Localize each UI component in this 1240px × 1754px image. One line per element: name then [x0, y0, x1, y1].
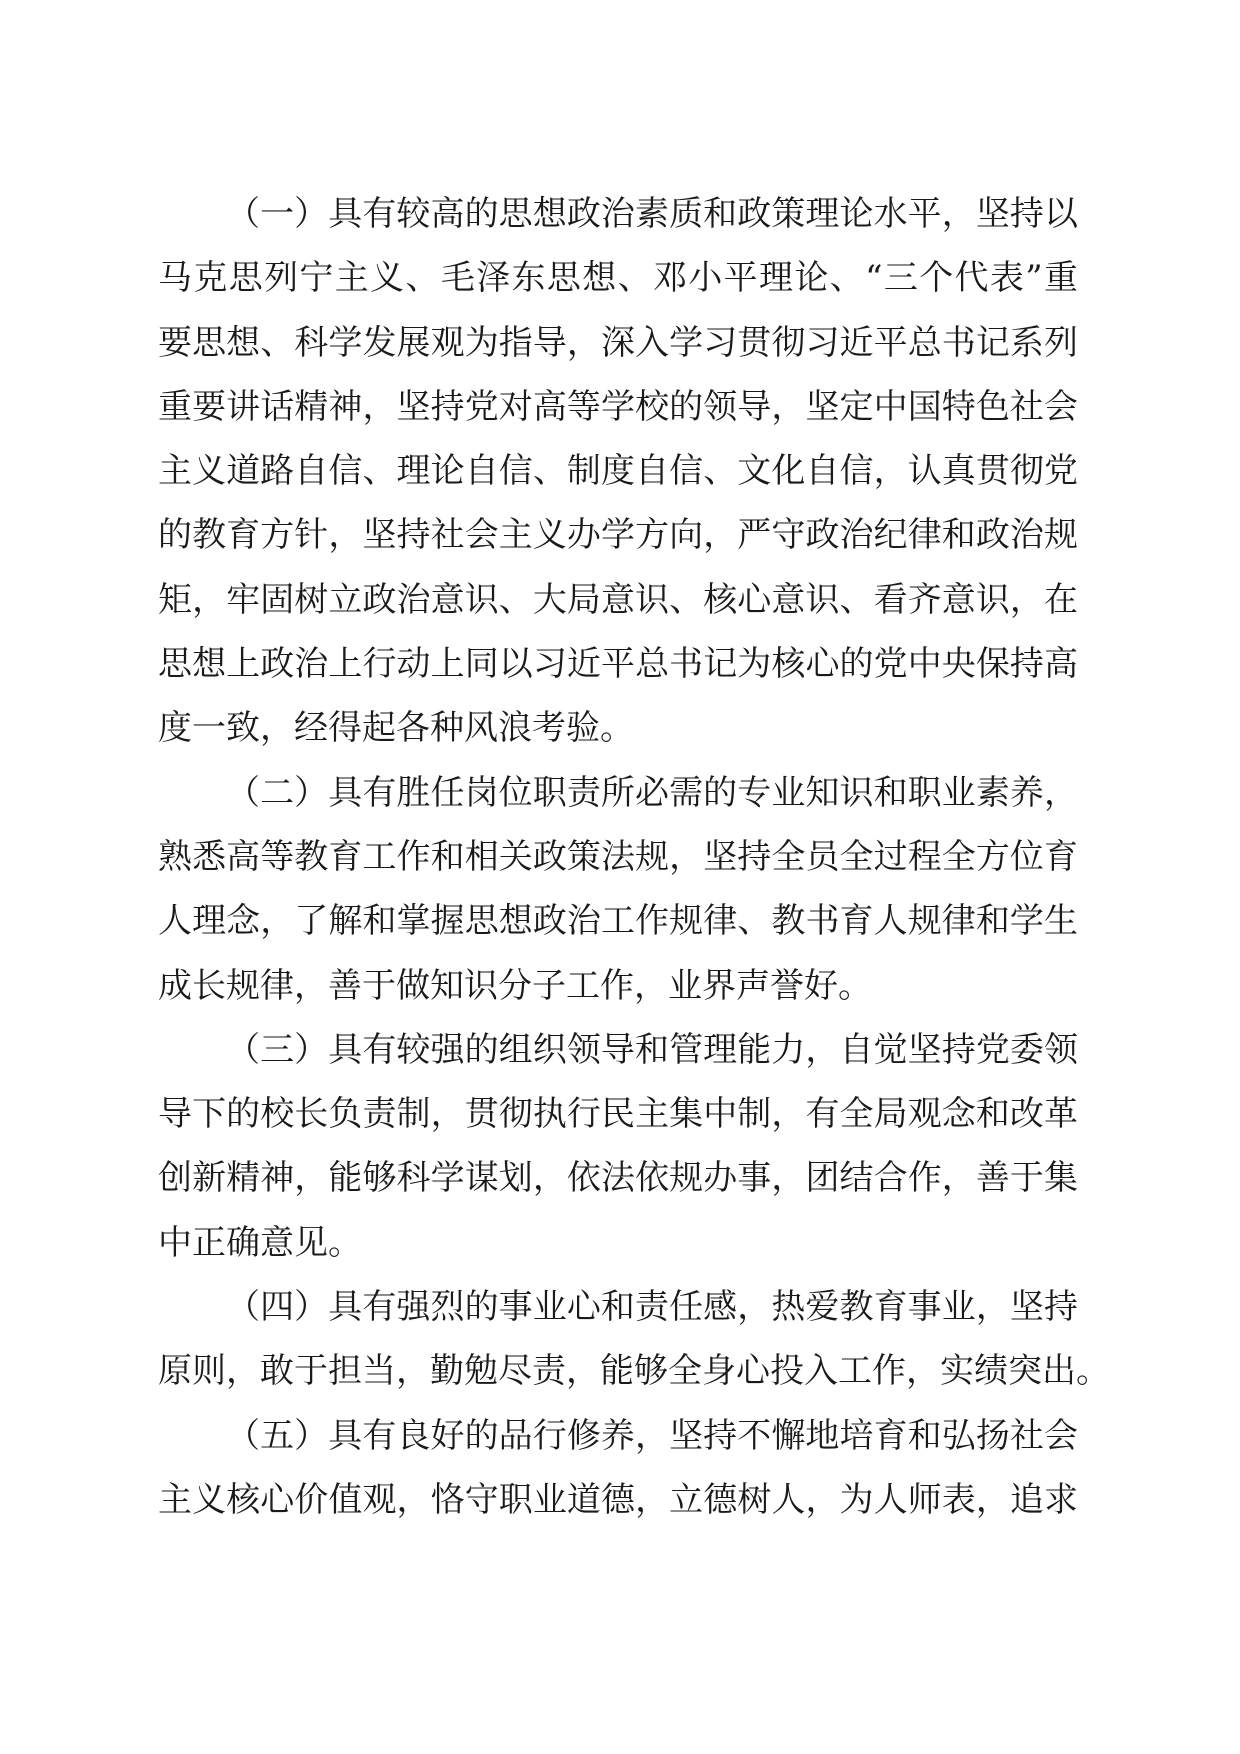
text-line: 思想上政治上行动上同以习近平总书记为核心的党中央保持高 — [158, 644, 1078, 685]
paragraph-1 — [158, 182, 1078, 761]
text-line: （五）具有良好的品行修养，坚持不懈地培育和弘扬社会 — [226, 1415, 1078, 1456]
text-line: 中正确意见。 — [158, 1222, 362, 1263]
text-line: 重要讲话精神，坚持党对高等学校的领导，坚定中国特色社会 — [158, 386, 1078, 427]
text-line: 熟悉高等教育工作和相关政策法规，坚持全员全过程全方位育 — [158, 836, 1078, 877]
text-line: 原则，敢于担当，勤勉尽责，能够全身心投入工作，实绩突出。 — [158, 1351, 1110, 1392]
text-line: 要思想、科学发展观为指导，深入学习贯彻习近平总书记系列 — [158, 322, 1078, 363]
text-line: 成长规律，善于做知识分子工作，业界声誉好。 — [158, 965, 872, 1006]
text-line: 的教育方针，坚持社会主义办学方向，严守政治纪律和政治规 — [158, 515, 1078, 556]
text-line: 人理念，了解和掌握思想政治工作规律、教书育人规律和学生 — [158, 901, 1078, 942]
text-line: （三）具有较强的组织领导和管理能力，自觉坚持党委领 — [226, 1029, 1078, 1070]
text-line: 创新精神，能够科学谋划，依法依规办事，团结合作，善于集 — [158, 1158, 1078, 1199]
text-line: 主义核心价值观，恪守职业道德，立德树人，为人师表，追求 — [158, 1479, 1078, 1520]
text-line: （二）具有胜任岗位职责所必需的专业知识和职业素养， — [226, 772, 1078, 813]
text-line: 矩，牢固树立政治意识、大局意识、核心意识、看齐意识，在 — [158, 579, 1078, 620]
text-line: （一）具有较高的思想政治素质和政策理论水平，坚持以 — [226, 194, 1078, 234]
paragraph-3 — [158, 1018, 1078, 1275]
text-line: （四）具有强烈的事业心和责任感，热爱教育事业，坚持 — [226, 1287, 1078, 1328]
text-line: 导下的校长负责制，贯彻执行民主集中制，有全局观念和改革 — [158, 1094, 1078, 1135]
paragraph-4 — [158, 1275, 1110, 1404]
document-body — [158, 182, 1110, 1532]
text-line: 主义道路自信、理论自信、制度自信、文化自信，认真贯彻党 — [158, 451, 1078, 492]
text-line: 度一致，经得起各种风浪考验。 — [158, 708, 634, 749]
paragraph-5 — [158, 1404, 1078, 1533]
paragraph-2 — [158, 761, 1078, 1018]
text-line: 马克思列宁主义、毛泽东思想、邓小平理论、“三个代表”重 — [158, 258, 1078, 299]
